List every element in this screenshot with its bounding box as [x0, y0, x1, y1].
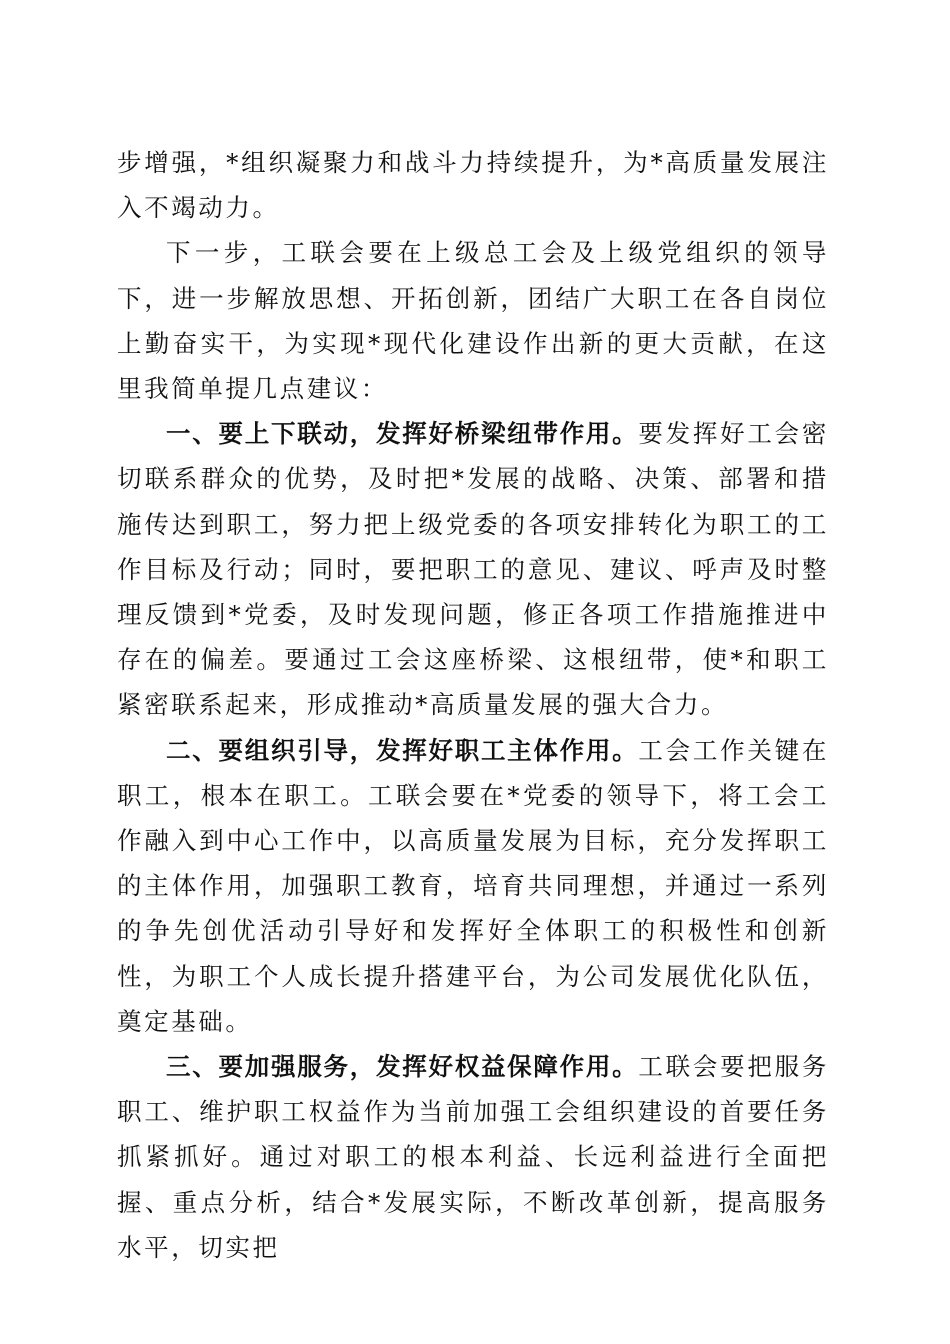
paragraph-text: 步增强，*组织凝聚力和战斗力持续提升，为*高质量发展注入不竭动力。	[117, 148, 829, 223]
paragraph-next-steps	[117, 230, 829, 411]
paragraph-suggestion-1	[117, 411, 829, 727]
section-heading: 二、要组织引导，发挥好职工主体作用。	[166, 735, 639, 765]
paragraph-suggestion-3	[117, 1044, 829, 1270]
section-heading: 三、要加强服务，发挥好权益保障作用。	[166, 1052, 639, 1082]
paragraph-text: 要发挥好工会密切联系群众的优势，及时把*发展的战略、决策、部署和措施传达到职工，努力把上级党委的各项安排转化为职工的工作目标及行动；同时，要把职工的意见、建议、呼声及时整理反馈到*党委，及时发现问题，修正各项工作措施推进中存在的偏差。要通过工会这座桥梁、这根纽带，使*和职工紧密联系起来，形成推动*高质量发展的强大合力。	[117, 419, 829, 720]
paragraph-text: 下一步，工联会要在上级总工会及上级党组织的领导下，进一步解放思想、开拓创新，团结广大职工在各自岗位上勤奋实干，为实现*现代化建设作出新的更大贡献，在这里我简单提几点建议：	[117, 238, 829, 404]
section-heading: 一、要上下联动，发挥好桥梁纽带作用。	[166, 419, 639, 449]
document-body	[117, 140, 829, 1270]
paragraph-suggestion-2	[117, 728, 829, 1044]
paragraph-text: 工会工作关键在职工，根本在职工。工联会要在*党委的领导下，将工会工作融入到中心工作中，以高质量发展为目标，充分发挥职工的主体作用，加强职工教育，培育共同理想，并通过一系列的争先创优活动引导好和发挥好全体职工的积极性和创新性，为职工个人成长提升搭建平台，为公司发展优化队伍，奠定基础。	[117, 735, 829, 1036]
paragraph-text: 工联会要把服务职工、维护职工权益作为当前加强工会组织建设的首要任务抓紧抓好。通过对职工的根本利益、长远利益进行全面把握、重点分析，结合*发展实际，不断改革创新，提高服务水平，切实把	[117, 1052, 829, 1262]
paragraph-continuation	[117, 140, 829, 230]
